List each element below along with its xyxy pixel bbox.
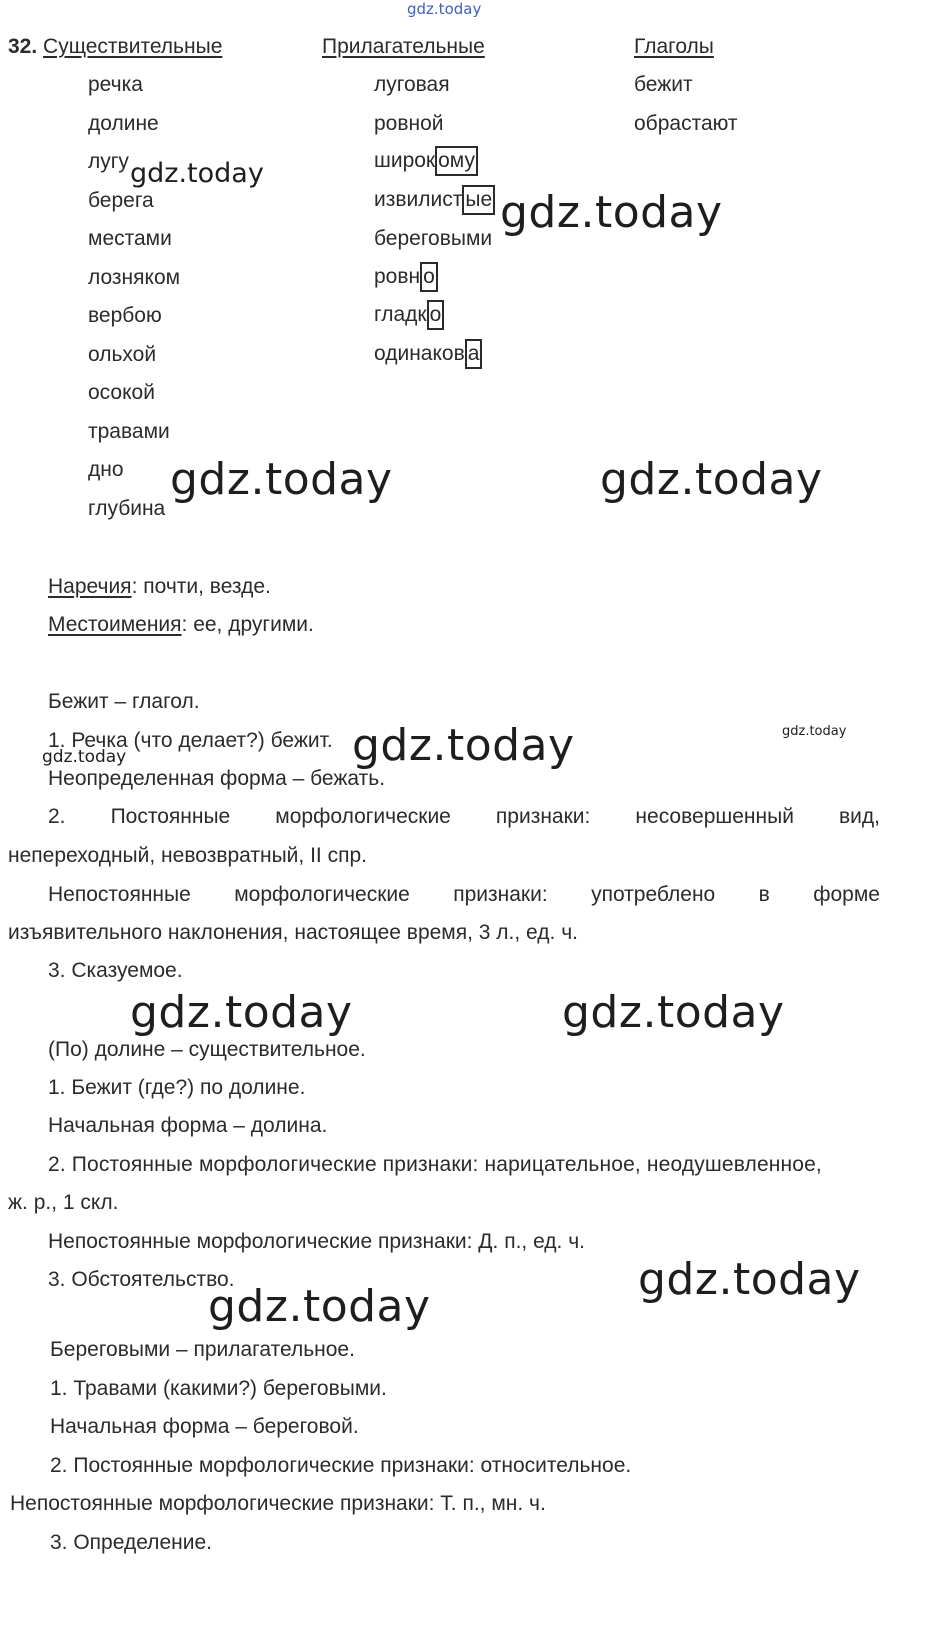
adjective-stem: извилист bbox=[374, 188, 463, 211]
adjective-analysis-title: Береговыми – прилагательное. bbox=[50, 1338, 355, 1361]
verb-analysis-p1: 1. Речка (что делает?) бежит. bbox=[48, 729, 333, 752]
watermark: gdz.today bbox=[42, 747, 127, 767]
noun-word: лозняком bbox=[88, 266, 181, 289]
noun-word: долине bbox=[88, 112, 159, 135]
watermark: gdz.today bbox=[500, 187, 723, 238]
adjective-word bbox=[374, 74, 450, 95]
adjective-stem: широк bbox=[374, 149, 436, 172]
watermark: gdz.today bbox=[130, 158, 264, 189]
verb-word: обрастают bbox=[634, 112, 738, 135]
verb-analysis-np-end: изъявительного наклонения, настоящее время, 3 л., ед. ч. bbox=[8, 921, 578, 944]
verb-analysis-np bbox=[48, 884, 880, 905]
noun-analysis-p1: 1. Бежит (где?) по долине. bbox=[48, 1076, 306, 1099]
adjective-word bbox=[374, 228, 492, 249]
adjective-word bbox=[374, 300, 444, 330]
watermark: gdz.today bbox=[562, 987, 785, 1038]
justified-word: морфологические bbox=[275, 805, 451, 828]
justified-word: употреблено bbox=[591, 883, 716, 906]
adjective-stem: береговыми bbox=[374, 227, 493, 250]
adjective-analysis-np: Непостоянные морфологические признаки: Т. п., мн. ч. bbox=[10, 1492, 546, 1515]
noun-word: дно bbox=[88, 458, 124, 481]
watermark: gdz.today bbox=[638, 1254, 861, 1305]
noun-analysis-title: (По) долине – существительное. bbox=[48, 1038, 366, 1061]
noun-word: берега bbox=[88, 189, 154, 212]
adverbs-text: : почти, везде. bbox=[131, 575, 271, 598]
noun-word: осокой bbox=[88, 381, 155, 404]
adjective-word bbox=[374, 113, 444, 134]
watermark: gdz.today bbox=[170, 454, 393, 505]
adjective-stem: ровн bbox=[374, 265, 421, 288]
justified-word: вид, bbox=[838, 805, 880, 828]
verb-analysis-p2-end: непереходный, невозвратный, II спр. bbox=[8, 844, 367, 867]
adjective-word bbox=[374, 262, 438, 292]
watermark: gdz.today bbox=[600, 454, 823, 505]
exercise-header bbox=[8, 36, 222, 57]
adjective-stem: луговая bbox=[374, 73, 450, 96]
ending-box: а bbox=[465, 339, 483, 369]
noun-word: лугу bbox=[88, 150, 129, 173]
verb-analysis-p2 bbox=[48, 806, 880, 827]
justified-word: форме bbox=[813, 883, 880, 906]
justified-word: Непостоянные bbox=[48, 883, 191, 906]
justified-word: морфологические bbox=[234, 883, 410, 906]
nouns-header: Существительные bbox=[43, 35, 223, 58]
pronouns-label: Местоимения bbox=[48, 613, 182, 636]
watermark: gdz.today bbox=[208, 1281, 431, 1332]
noun-word: вербою bbox=[88, 304, 162, 327]
noun-analysis-initial: Начальная форма – долина. bbox=[48, 1114, 328, 1137]
pronouns-text: : ее, другими. bbox=[181, 613, 314, 636]
noun-analysis-p2-end: ж. р., 1 скл. bbox=[8, 1191, 119, 1214]
justified-word: 2. bbox=[48, 805, 66, 828]
adjective-word bbox=[374, 146, 478, 176]
watermark: gdz.today bbox=[130, 987, 353, 1038]
justified-word: в bbox=[758, 883, 770, 906]
noun-word: местами bbox=[88, 227, 172, 250]
noun-analysis-p3: 3. Обстоятельство. bbox=[48, 1268, 235, 1291]
noun-analysis-np: Непостоянные морфологические признаки: Д. п., ед. ч. bbox=[48, 1230, 585, 1253]
adjective-analysis-p3: 3. Определение. bbox=[50, 1531, 212, 1554]
noun-word: ольхой bbox=[88, 343, 157, 366]
justified-word: несовершенный bbox=[635, 805, 794, 828]
pronouns-line bbox=[48, 614, 314, 635]
adjectives-header: Прилагательные bbox=[322, 35, 485, 58]
adjective-stem: ровной bbox=[374, 112, 444, 135]
watermark-top: gdz.today bbox=[407, 0, 482, 18]
ending-box: ому bbox=[435, 146, 478, 176]
adjective-word bbox=[374, 185, 495, 215]
adverbs-label: Наречия bbox=[48, 575, 132, 598]
adjective-analysis-initial: Начальная форма – береговой. bbox=[50, 1415, 359, 1438]
adjective-word bbox=[374, 339, 482, 369]
verbs-header: Глаголы bbox=[634, 35, 714, 58]
ending-box: ые bbox=[462, 185, 495, 215]
verb-analysis-title: Бежит – глагол. bbox=[48, 690, 200, 713]
justified-word: признаки: bbox=[453, 883, 548, 906]
ending-box: о bbox=[427, 300, 445, 330]
exercise-number: 32. bbox=[8, 35, 38, 58]
verb-word: бежит bbox=[634, 73, 693, 96]
verb-analysis-initial: Неопределенная форма – бежать. bbox=[48, 767, 386, 790]
ending-box: о bbox=[420, 262, 438, 292]
noun-word: глубина bbox=[88, 497, 166, 520]
adjective-analysis-p1: 1. Травами (какими?) береговыми. bbox=[50, 1377, 387, 1400]
adverbs-line bbox=[48, 576, 271, 597]
adjective-stem: гладк bbox=[374, 303, 427, 326]
adjective-analysis-p2: 2. Постоянные морфологические признаки: относительное. bbox=[50, 1454, 632, 1477]
justified-word: Постоянные bbox=[110, 805, 231, 828]
noun-analysis-p2: 2. Постоянные морфологические признаки: нарицательное, неодушевленное, bbox=[48, 1153, 822, 1176]
adjective-stem: одинаков bbox=[374, 342, 465, 365]
watermark: gdz.today bbox=[782, 724, 847, 739]
watermark: gdz.today bbox=[352, 720, 575, 771]
noun-word: травами bbox=[88, 420, 170, 443]
noun-word: речка bbox=[88, 73, 143, 96]
verb-analysis-p3: 3. Сказуемое. bbox=[48, 959, 183, 982]
justified-word: признаки: bbox=[495, 805, 591, 828]
